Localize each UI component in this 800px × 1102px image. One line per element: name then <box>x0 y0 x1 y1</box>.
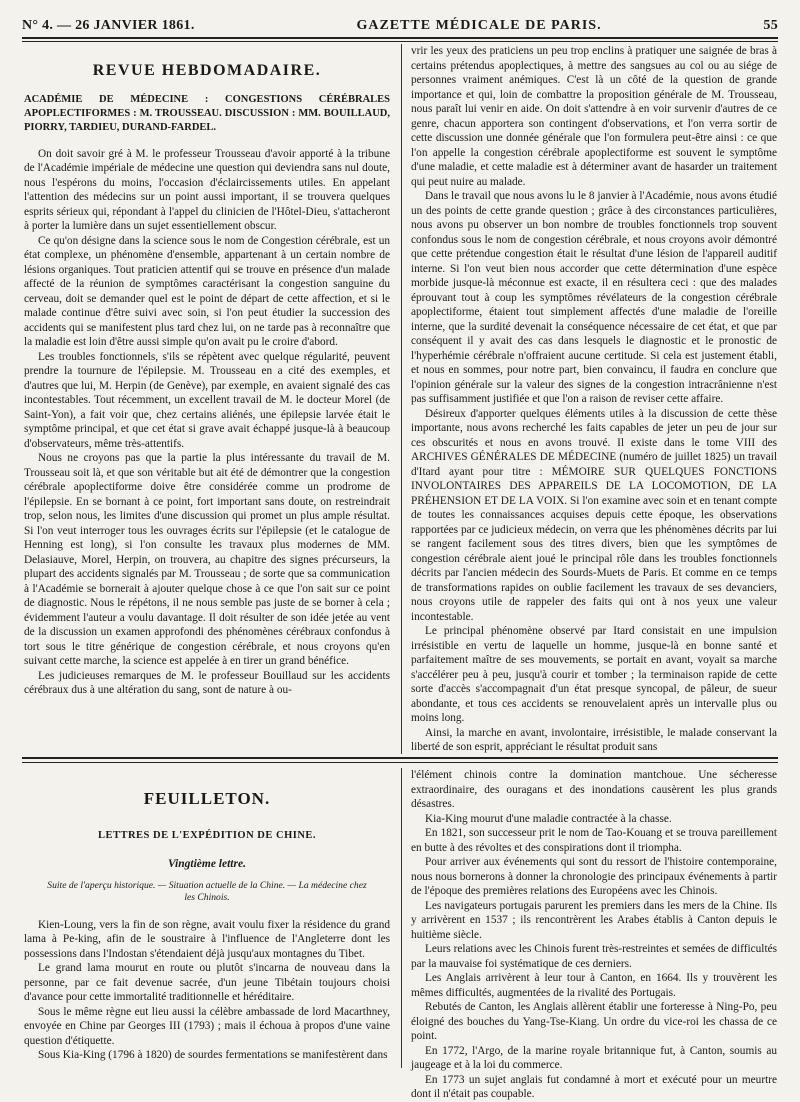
paragraph: Désireux d'apporter quelques éléments utiles à la discussion de cette thèse importante, nous avons recherché les faits capables de jeter un peu de jour sur ces obscurités et nous en avons trouvé. Il existe dans le tome VIII des ARCHIVES GÉNÉRALES DE MÉDECINE (numéro de juillet 1825) un travail d'Itard ayant pour titre : MÉMOIRE SUR QUELQUES FONCTIONS INVOLONTAIRES DES APPAREILS DE LA LOCOMOTION, DE LA PRÉHENSION ET DE LA VOIX. Si l'on examine avec soin et en tenant compte de toutes les connaissances acquises depuis cette époque, les observations rapportées par ce judicieux médecin, on verra que les phénomènes décrits par lui se rangent facilement sous des titres divers, bien que les symptômes de congestion cérébrale aient joué le principal rôle dans les troubles fonctionnels décrits par l'ancien médecin des Sourds-Muets de Paris. Et comme en ce temps de transformations rapides on oublie facilement les travaux de ses devanciers, nous croyons utile de rappeler des faits qui ont à nos yeux une valeur incontestable. <box>411 407 777 623</box>
feuilleton-right-column <box>411 768 777 1102</box>
paragraph: l'élément chinois contre la domination mantchoue. Une sécheresse extraordinaire, des ouragans et des inondations causèrent les plus grands désastres. <box>411 769 777 810</box>
lettre-number: Vingtième lettre. <box>168 858 246 870</box>
revue-right-column <box>411 44 777 755</box>
paragraph: Kia-King mourut d'une maladie contractée à la chasse. <box>425 812 672 825</box>
paragraph: Les troubles fonctionnels, s'ils se répètent avec quelque régularité, peuvent prendre la tournure de l'épilepsie. M. Trousseau en a cité des exemples, et d'autres que lui, M. Herpin (de Genève), par exemple, en avaient signalé des cas incontestables. Tout récemment, un excellent travail de M. le docteur Morel (de Saint-Yon), a fait voir que, chez certains aliénés, une épilepsie larvée était le symptôme principal, et que cet état si grave avait échappé jusque-là à beaucoup d'observateurs, même très-attentifs. <box>24 350 390 450</box>
paragraph: vrir les yeux des praticiens un peu trop enclins à pratiquer une saignée de bras à certains prétendus apoplectiques, à mettre des sangsues au col ou au siége de personnes vraiment anémiques. C'est là un côté de la question de grande importance et qui, loin de combattre la proposition générale de M. Trousseau, nous paraît lui venir en aide. On doit s'attendre à en voir survenir d'autres de ce genre, chacun apportera son contingent d'observations, et l'on verra sortir de cette discussion une donnée générale que l'on formulera peut-être ainsi : ce que l'on appelle la congestion cérébrale apoplectiforme est souvent le symptôme d'une maladie, et cette maladie est à déterminer avant de hasarder un traitement qui peut nuire au malade. <box>411 45 777 188</box>
masthead <box>22 10 778 34</box>
feuilleton-title: FEUILLETON. <box>143 789 271 808</box>
paragraph: On doit savoir gré à M. le professeur Trousseau d'avoir apporté à la tribune de l'Académie impériale de médecine une question qui deviendra sans nul doute, nous l'espérons du moins, l'occasion d'éclaircissements utiles. En appelant l'attention des médecins sur un point aussi important, il se trouvera quelques esprits sérieux qui, répondant à l'appel du clinicien de l'Hôtel-Dieu, s'attacheront à porter la lumière dans un sujet essentiellement obscur. <box>24 147 390 232</box>
journal-title: GAZETTE MÉDICALE DE PARIS. <box>356 18 602 33</box>
feuilleton-left-column <box>24 790 390 1063</box>
paragraph: Kien-Loung, vers la fin de son règne, avait voulu fixer la résidence du grand lama à Pe-king, afin de le soustraire à l'influence de l'Angleterre dont les possessions dans l'Indostan s'étendaient déjà jusqu'aux montagnes du Tibet. <box>24 918 390 960</box>
masthead-rule <box>22 37 778 39</box>
issue-number: N° 4. — 26 JANVIER 1861. <box>22 18 195 33</box>
paragraph: En 1773 un sujet anglais fut condamné à mort et exécuté pour un meurtre dont il n'était pas coupable. <box>411 1073 777 1100</box>
feuilleton-rule-thin <box>22 762 778 763</box>
feuilleton-rule <box>22 757 778 759</box>
column-divider-bottom <box>401 768 402 1068</box>
paragraph: Sous le même règne eut lieu aussi la célèbre ambassade de lord Macarthney, envoyée en Chine par Georges III (1793) ; mais il échoua à propos d'une vaine question d'étiquette. <box>24 1005 390 1047</box>
paragraph: Les Anglais arrivèrent à leur tour à Canton, en 1664. Ils y trouvèrent les mêmes difficultés, augmentées de la rivalité des Portugais. <box>411 972 777 999</box>
paragraph: Leurs relations avec les Chinois furent très-restreintes et semées de difficultés par la mauvaise foi systématique de ces derniers. <box>411 943 777 970</box>
column-divider-top <box>401 44 402 754</box>
paragraph: Rebutés de Canton, les Anglais allèrent établir une forteresse à Ning-Po, peu éloigné des bouches du Yang-Tse-Kiang. Un ordre du vice-roi les chassa de ce point. <box>411 1001 777 1042</box>
paragraph: Le grand lama mourut en route ou plutôt s'incarna de nouveau dans la personne, par ce fait devenue sacrée, d'un jeune Tibétain toujours choisi d'avance pour cette immortalité traditionnelle et héréditaire. <box>24 962 390 1003</box>
lettres-title: LETTRES DE L'EXPÉDITION DE CHINE. <box>97 829 317 841</box>
paragraph: Le principal phénomène observé par Itard consistait en une impulsion irrésistible en vertu de laquelle un homme, jusque-là en bonne santé et parfaitement maître de ses mouvements, se portait en avant, voyait sa marche s'accélérer peu à peu, jusqu'à courir et tomber ; la terminaison rapide de cette sorte d'accès s'accompagnait d'un état presque syncopal, de pâleur, de sueur abondante, et tous ces accidents se renouvelaient après un intervalle plus ou moins long. <box>411 625 777 724</box>
masthead-rule-thin <box>22 41 778 42</box>
revue-left-column <box>24 58 390 698</box>
paragraph: Les navigateurs portugais parurent les premiers dans les mers de la Chine. Ils y arrivèrent en 1537 ; ils rencontrèrent les Arabes établis à Canton depuis le huitième siècle. <box>411 899 777 941</box>
paragraph: Pour arriver aux événements qui sont du ressort de l'histoire contemporaine, nous nous bornerons à donner la chronologie des principaux événements à partir de l'époque des premières relations des Européens avec les Chinois. <box>411 856 777 897</box>
page-number: 55 <box>763 18 778 33</box>
paragraph: En 1772, l'Argo, de la marine royale britannique fut, à Canton, soumis au jaugeage et à la loi du commerce. <box>411 1044 777 1071</box>
paragraph: En 1821, son successeur prit le nom de Tao-Kouang et se trouva pareillement en butte à des révoltes et des conspirations dont il triompha. <box>411 827 777 854</box>
paragraph: Les judicieuses remarques de M. le professeur Bouillaud sur les accidents cérébraux dus à une altération du sang, sont de nature à ou- <box>24 669 390 696</box>
revue-title: REVUE HEBDOMADAIRE. <box>92 62 322 79</box>
paragraph: Ce qu'on désigne dans la science sous le nom de Congestion cérébrale, est un état complexe, un phénomène d'ensemble, appartenant à un certain nombre de lésions organiques. Tout praticien attentif qui se trouve en présence d'un malade affecté de la réunion de symptômes caractérisant la congestion sanguine du cerveau, doit se demander quel est le point de départ de cette affection, et si le malade continue d'être suivi avec soin, si l'on peut étudier la succession des accidents qui se manifestent plus tard chez lui, on ne tarde pas à reconnaître que la maladie est loin d'être aussi simple qu'on avait pu le croire d'abord. <box>24 234 390 348</box>
paragraph: Sous Kia-King (1796 à 1820) de sourdes fermentations se manifestèrent dans <box>38 1049 388 1061</box>
paragraph: Ainsi, la marche en avant, involontaire, irrésistible, le malade conservant la liberté de son esprit, appréciant le résultat produit sans <box>411 726 777 753</box>
lettre-summary: Suite de l'aperçu historique. — Situation actuelle de la Chine. — La médecine chez les Chinois. <box>47 879 367 903</box>
paragraph: Nous ne croyons pas que la partie la plus intéressante du travail de M. Trousseau soit là, et que son véritable but ait été de démontrer que la congestion cérébrale apoplectiforme doive être considérée comme un prodrome de l'épilepsie. En se bornant à ce point, fort important sans doute, on restreindrait trop, selon nous, les limites d'une discussion qui promet un plus ample résultat. Si l'on veut interroger tous les ouvrages écrits sur l'épilepsie (et le catalogue de Henning est long), si l'on consulte les travaux plus modernes de MM. Delasiauve, Morel, Herpin, on trouvera, au chapitre des signes précurseurs, la plupart des accidents signalés par M. Trousseau ; de sorte que sa communication à l'Académie se bornerait à ajouter quelque chose à ce que l'on sait sur ce point de diagnostic. Nous le répétons, il ne nous semble pas juste de se borner à cela ; évidemment l'auteur a voulu davantage. Il doit résulter de son idée jetée au vent de la discussion un examen approfondi des phénomènes cérébraux confondus à tort sous le titre générique de congestion cérébrale, et nous croyons qu'en suivant cette marche, la science est appelée à en tirer un grand bénéfice. <box>24 452 390 667</box>
paragraph: Dans le travail que nous avons lu le 8 janvier à l'Académie, nous avons étudié un des points de cette grande question ; grâce à des circonstances particulières, nous avons pu observer un bon nombre de troubles fonctionnels trop souvent confondus sous le nom de congestion cérébrale, et nous croyons avoir démontré que cette prétendue congestion était le résultat d'une lésion de l'appareil auditif interne. Si l'on veut bien nous accorder que cette détermination d'une espèce morbide jusque-là méconnue est exacte, il en résultera ceci : que des malades éprouvant tout à coup les symptômes révélateurs de la congestion cérébrale apoplectiforme, étaient tout simplement affectés d'une maladie de l'oreille interne, que la surdité devenait la conséquence nécessaire de cet état, et que par conséquent il y avait des cas dans lesquels le diagnostic et le pronostic de l'hyperhémie cérébrale n'offraient aucune certitude. Si cela est justement établi, et nous en sommes, pour notre part, bien convaincu, il faudra en conclure que l'opinion générale sur la valeur des signes de la congestion intracrânienne n'est pas suffisamment justifiée et que l'on a raison de reviser cette affaire. <box>411 190 777 405</box>
revue-subhead: ACADÉMIE DE MÉDECINE : CONGESTIONS CÉRÉBRALES APOPLECTIFORMES : M. TROUSSEAU. DISCUSSION : MM. BOUILLAUD, PIORRY, TARDIEU, DURAND-FARDEL. <box>24 93 390 133</box>
